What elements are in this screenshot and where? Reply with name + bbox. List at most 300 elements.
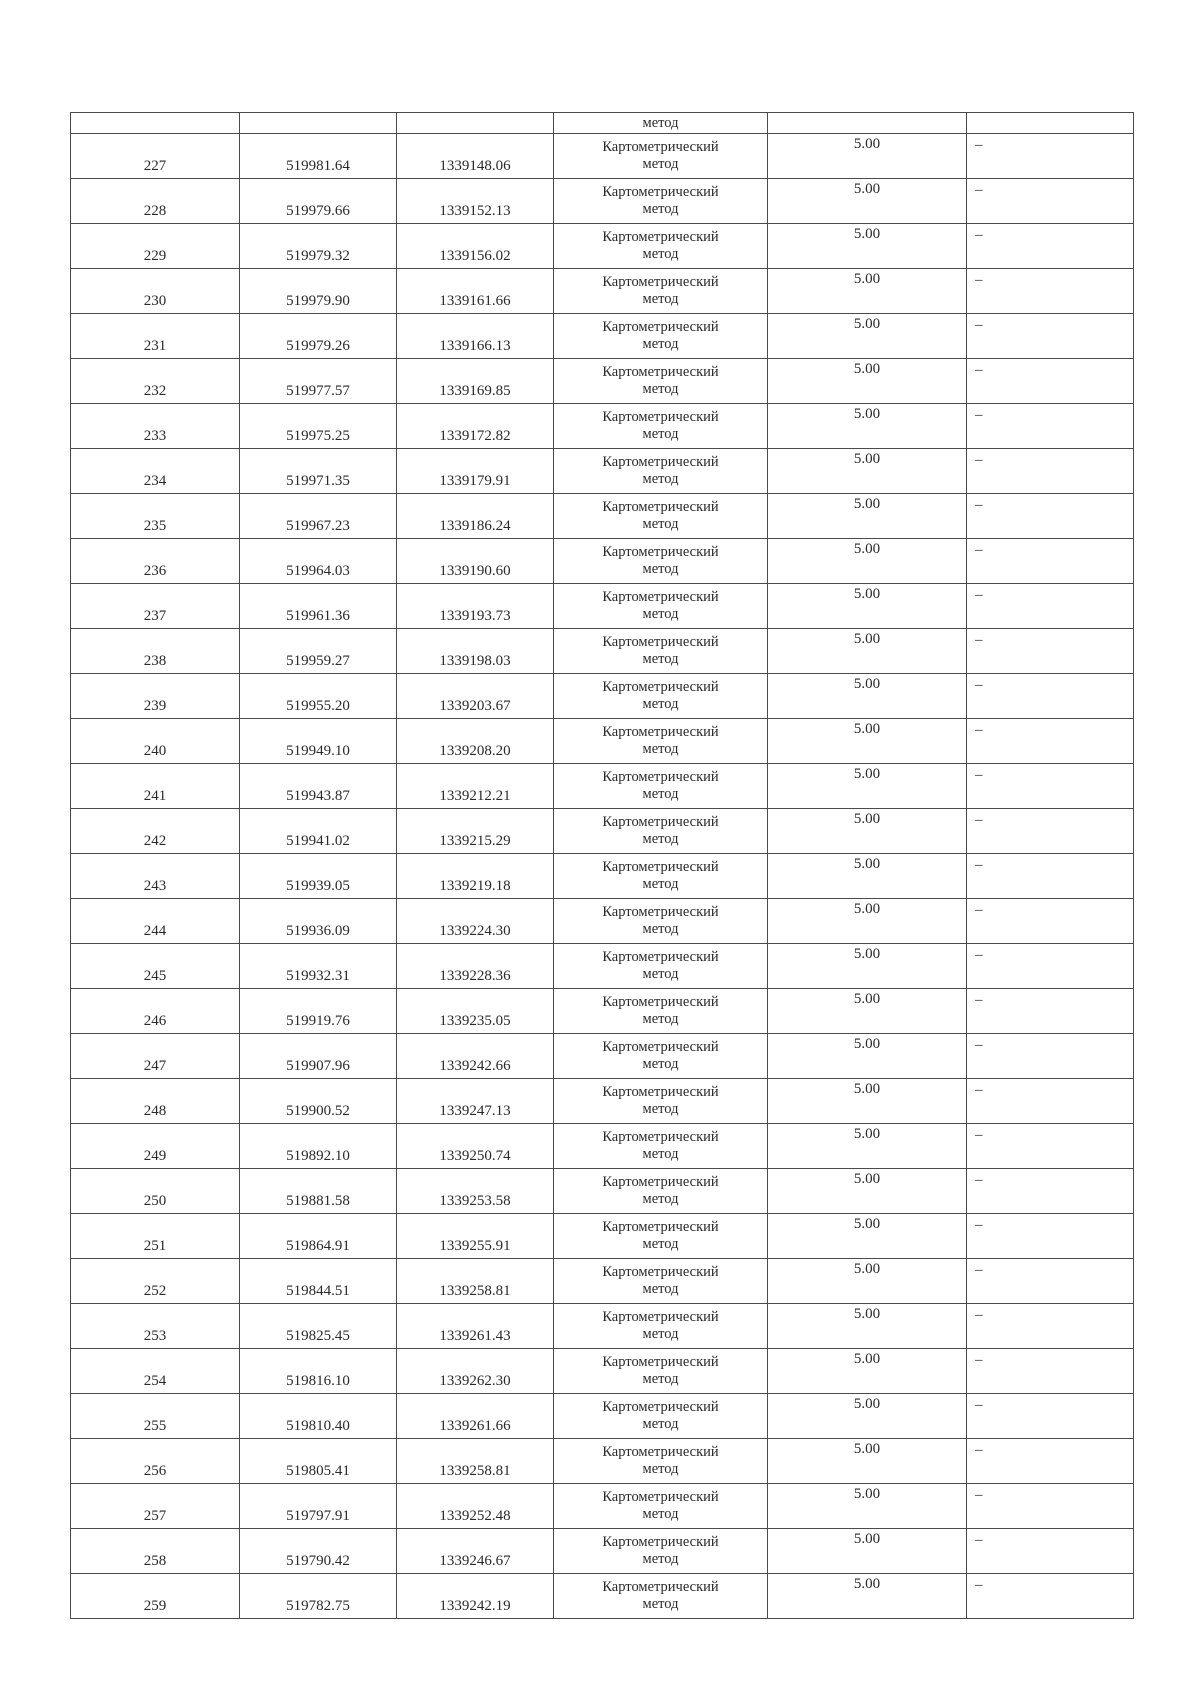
method-line-2: метод [642, 1371, 679, 1387]
cell-number: 242 [71, 809, 240, 854]
method-line-2: метод [642, 651, 679, 667]
cell-note: – [967, 1259, 1134, 1304]
method-line-2: метод [642, 1101, 679, 1117]
table-row [71, 404, 1134, 449]
cell-error: 5.00 [768, 1124, 967, 1169]
cell-error: 5.00 [768, 179, 967, 224]
method-line-2: метод [642, 1596, 679, 1612]
cell-method [554, 1349, 768, 1394]
cell-error: 5.00 [768, 764, 967, 809]
cell-y: 1339161.66 [397, 269, 554, 314]
cell-method [554, 1034, 768, 1079]
cell-number: 247 [71, 1034, 240, 1079]
cell-x [240, 113, 397, 134]
cell-x: 519892.10 [240, 1124, 397, 1169]
cell-x: 519939.05 [240, 854, 397, 899]
method-line-1: Картометрический [602, 679, 719, 695]
cell-error: 5.00 [768, 1394, 967, 1439]
cell-method [554, 764, 768, 809]
cell-number: 252 [71, 1259, 240, 1304]
method-line-2: метод [642, 1236, 679, 1252]
cell-method [554, 809, 768, 854]
method-line-2: метод [642, 831, 679, 847]
method-line-1: Картометрический [602, 1489, 719, 1505]
cell-x: 519907.96 [240, 1034, 397, 1079]
cell-note: – [967, 494, 1134, 539]
table-row [71, 359, 1134, 404]
cell-y: 1339258.81 [397, 1439, 554, 1484]
cell-y: 1339262.30 [397, 1349, 554, 1394]
cell-method [554, 359, 768, 404]
cell-note: – [967, 1169, 1134, 1214]
cell-y: 1339212.21 [397, 764, 554, 809]
cell-number: 255 [71, 1394, 240, 1439]
cell-method [554, 449, 768, 494]
method-line-2: метод [642, 516, 679, 532]
cell-note: – [967, 449, 1134, 494]
cell-error: 5.00 [768, 1169, 967, 1214]
table-row-continuation [71, 113, 1134, 134]
method-line-1: Картометрический [602, 994, 719, 1010]
cell-x: 519816.10 [240, 1349, 397, 1394]
cell-method [554, 584, 768, 629]
method-line-2: метод [642, 1551, 679, 1567]
cell-y: 1339198.03 [397, 629, 554, 674]
cell-method [554, 404, 768, 449]
cell-method [554, 1124, 768, 1169]
table-row [71, 809, 1134, 854]
table-row [71, 449, 1134, 494]
cell-x: 519975.25 [240, 404, 397, 449]
cell-y: 1339255.91 [397, 1214, 554, 1259]
cell-y: 1339253.58 [397, 1169, 554, 1214]
table-row [71, 1034, 1134, 1079]
cell-y: 1339247.13 [397, 1079, 554, 1124]
table-row [71, 584, 1134, 629]
cell-x: 519943.87 [240, 764, 397, 809]
coordinates-table-body [71, 113, 1134, 1619]
method-line-2: метод [642, 696, 679, 712]
method-line-1: Картометрический [602, 1039, 719, 1055]
table-row [71, 269, 1134, 314]
table-row [71, 1169, 1134, 1214]
cell-y [397, 113, 554, 134]
table-row [71, 1124, 1134, 1169]
method-line-2: метод [642, 336, 679, 352]
cell-x: 519981.64 [240, 134, 397, 179]
cell-note: – [967, 989, 1134, 1034]
cell-x: 519844.51 [240, 1259, 397, 1304]
cell-method [554, 134, 768, 179]
cell-number: 241 [71, 764, 240, 809]
cell-y: 1339250.74 [397, 1124, 554, 1169]
method-line-1: Картометрический [602, 499, 719, 515]
cell-note: – [967, 359, 1134, 404]
cell-method [554, 314, 768, 359]
cell-method [554, 899, 768, 944]
cell-method [554, 494, 768, 539]
cell-error: 5.00 [768, 224, 967, 269]
cell-error: 5.00 [768, 494, 967, 539]
cell-x: 519949.10 [240, 719, 397, 764]
table-row [71, 539, 1134, 584]
cell-y: 1339179.91 [397, 449, 554, 494]
method-line-2: метод [642, 741, 679, 757]
method-line-2: метод [642, 1506, 679, 1522]
method-line-1: Картометрический [602, 1129, 719, 1145]
cell-note: – [967, 899, 1134, 944]
cell-note: – [967, 1529, 1134, 1574]
cell-error: 5.00 [768, 989, 967, 1034]
cell-x: 519979.26 [240, 314, 397, 359]
cell-method [554, 1214, 768, 1259]
cell-number: 239 [71, 674, 240, 719]
cell-note: – [967, 314, 1134, 359]
cell-error: 5.00 [768, 944, 967, 989]
cell-note: – [967, 1349, 1134, 1394]
table-row [71, 854, 1134, 899]
cell-note [967, 113, 1134, 134]
table-row [71, 134, 1134, 179]
cell-number: 240 [71, 719, 240, 764]
cell-note: – [967, 719, 1134, 764]
cell-number: 258 [71, 1529, 240, 1574]
cell-number: 230 [71, 269, 240, 314]
cell-note: – [967, 179, 1134, 224]
cell-number: 237 [71, 584, 240, 629]
cell-method [554, 1484, 768, 1529]
cell-method [554, 269, 768, 314]
table-row [71, 314, 1134, 359]
cell-method [554, 989, 768, 1034]
cell-x: 519941.02 [240, 809, 397, 854]
method-line-1: Картометрический [602, 1084, 719, 1100]
cell-x: 519979.90 [240, 269, 397, 314]
table-row [71, 629, 1134, 674]
method-line-1: Картометрический [602, 949, 719, 965]
method-line-1: Картометрический [602, 859, 719, 875]
cell-note: – [967, 1079, 1134, 1124]
method-line-1: Картометрический [602, 1399, 719, 1415]
method-line-1: Картометрический [602, 544, 719, 560]
cell-note: – [967, 809, 1134, 854]
cell-x: 519932.31 [240, 944, 397, 989]
cell-x: 519797.91 [240, 1484, 397, 1529]
cell-note: – [967, 134, 1134, 179]
cell-error: 5.00 [768, 719, 967, 764]
method-line-1: Картометрический [602, 1309, 719, 1325]
cell-error: 5.00 [768, 1529, 967, 1574]
cell-method [554, 224, 768, 269]
cell-y: 1339190.60 [397, 539, 554, 584]
cell-method [554, 854, 768, 899]
method-line-1: Картометрический [602, 409, 719, 425]
cell-x: 519881.58 [240, 1169, 397, 1214]
cell-note: – [967, 1304, 1134, 1349]
method-line-2: метод [642, 1461, 679, 1477]
cell-method [554, 1169, 768, 1214]
cell-note: – [967, 1484, 1134, 1529]
method-line-2: метод [642, 786, 679, 802]
method-line-1: Картометрический [602, 1354, 719, 1370]
cell-y: 1339156.02 [397, 224, 554, 269]
cell-number: 229 [71, 224, 240, 269]
method-line-2: метод [642, 876, 679, 892]
method-line-2: метод [642, 156, 679, 172]
cell-number: 233 [71, 404, 240, 449]
method-line-2: метод [642, 966, 679, 982]
cell-note: – [967, 224, 1134, 269]
cell-error [768, 113, 967, 134]
coordinates-table [70, 112, 1134, 1619]
table-row [71, 1079, 1134, 1124]
cell-number: 234 [71, 449, 240, 494]
cell-y: 1339242.19 [397, 1574, 554, 1619]
cell-y: 1339215.29 [397, 809, 554, 854]
cell-note: – [967, 854, 1134, 899]
cell-number: 257 [71, 1484, 240, 1529]
method-line-1: Картометрический [602, 904, 719, 920]
cell-y: 1339172.82 [397, 404, 554, 449]
cell-y: 1339258.81 [397, 1259, 554, 1304]
table-row [71, 1394, 1134, 1439]
cell-x: 519961.36 [240, 584, 397, 629]
cell-method [554, 674, 768, 719]
table-row [71, 1214, 1134, 1259]
cell-method [554, 539, 768, 584]
cell-note: – [967, 404, 1134, 449]
cell-x: 519825.45 [240, 1304, 397, 1349]
method-line-1: Картометрический [602, 274, 719, 290]
cell-x: 519900.52 [240, 1079, 397, 1124]
cell-x: 519979.66 [240, 179, 397, 224]
method-line-2: метод [642, 606, 679, 622]
method-line-2: метод [642, 561, 679, 577]
table-row [71, 674, 1134, 719]
table-row [71, 1484, 1134, 1529]
method-line-1: Картометрический [602, 229, 719, 245]
cell-x: 519790.42 [240, 1529, 397, 1574]
table-row [71, 899, 1134, 944]
method-line-1: Картометрический [602, 1444, 719, 1460]
method-line-1: Картометрический [602, 1174, 719, 1190]
method-line-1: Картометрический [602, 1264, 719, 1280]
method-line-2: метод [642, 1281, 679, 1297]
cell-y: 1339193.73 [397, 584, 554, 629]
cell-note: – [967, 629, 1134, 674]
method-line-1: Картометрический [602, 139, 719, 155]
cell-y: 1339235.05 [397, 989, 554, 1034]
method-line-2: метод [642, 201, 679, 217]
cell-number: 259 [71, 1574, 240, 1619]
cell-note: – [967, 1439, 1134, 1484]
method-line-1: Картометрический [602, 814, 719, 830]
cell-y: 1339252.48 [397, 1484, 554, 1529]
cell-x: 519977.57 [240, 359, 397, 404]
cell-number: 256 [71, 1439, 240, 1484]
cell-error: 5.00 [768, 1034, 967, 1079]
cell-note: – [967, 1124, 1134, 1169]
cell-number: 251 [71, 1214, 240, 1259]
table-row [71, 764, 1134, 809]
cell-y: 1339219.18 [397, 854, 554, 899]
method-line-2: метод [642, 426, 679, 442]
cell-x: 519979.32 [240, 224, 397, 269]
cell-method [554, 1439, 768, 1484]
cell-method [554, 629, 768, 674]
table-row [71, 494, 1134, 539]
cell-note: – [967, 1394, 1134, 1439]
table-row [71, 179, 1134, 224]
cell-number: 238 [71, 629, 240, 674]
method-line-1: Картометрический [602, 769, 719, 785]
method-line-2: метод [642, 921, 679, 937]
cell-x: 519964.03 [240, 539, 397, 584]
cell-x: 519967.23 [240, 494, 397, 539]
cell-method [554, 1259, 768, 1304]
cell-number: 243 [71, 854, 240, 899]
cell-y: 1339224.30 [397, 899, 554, 944]
cell-number: 250 [71, 1169, 240, 1214]
cell-x: 519919.76 [240, 989, 397, 1034]
cell-number [71, 113, 240, 134]
cell-number: 244 [71, 899, 240, 944]
cell-y: 1339246.67 [397, 1529, 554, 1574]
cell-method [554, 1079, 768, 1124]
table-row [71, 224, 1134, 269]
cell-error: 5.00 [768, 1574, 967, 1619]
cell-error: 5.00 [768, 854, 967, 899]
cell-number: 232 [71, 359, 240, 404]
table-row [71, 1574, 1134, 1619]
cell-error: 5.00 [768, 629, 967, 674]
cell-note: – [967, 539, 1134, 584]
cell-x: 519971.35 [240, 449, 397, 494]
cell-method [554, 1304, 768, 1349]
cell-number: 249 [71, 1124, 240, 1169]
table-row [71, 1259, 1134, 1304]
cell-method [554, 1574, 768, 1619]
method-line-1: Картометрический [602, 724, 719, 740]
method-line-1: Картометрический [602, 589, 719, 605]
table-row [71, 989, 1134, 1034]
cell-error: 5.00 [768, 809, 967, 854]
cell-x: 519936.09 [240, 899, 397, 944]
cell-number: 248 [71, 1079, 240, 1124]
cell-x: 519805.41 [240, 1439, 397, 1484]
method-line-2: метод [642, 381, 679, 397]
cell-x: 519864.91 [240, 1214, 397, 1259]
method-line-2: метод [642, 246, 679, 262]
table-row [71, 1529, 1134, 1574]
cell-error: 5.00 [768, 359, 967, 404]
cell-note: – [967, 1214, 1134, 1259]
cell-y: 1339152.13 [397, 179, 554, 224]
cell-error: 5.00 [768, 1304, 967, 1349]
cell-error: 5.00 [768, 1079, 967, 1124]
cell-error: 5.00 [768, 1439, 967, 1484]
cell-number: 246 [71, 989, 240, 1034]
method-line-1: Картометрический [602, 319, 719, 335]
method-line-2: метод [642, 471, 679, 487]
cell-y: 1339148.06 [397, 134, 554, 179]
cell-x: 519810.40 [240, 1394, 397, 1439]
cell-y: 1339261.66 [397, 1394, 554, 1439]
table-row [71, 1349, 1134, 1394]
table-row [71, 944, 1134, 989]
cell-number: 235 [71, 494, 240, 539]
cell-error: 5.00 [768, 584, 967, 629]
cell-method [554, 719, 768, 764]
method-line-2: метод [642, 1146, 679, 1162]
cell-method [554, 1529, 768, 1574]
cell-error: 5.00 [768, 1214, 967, 1259]
method-line-1: Картометрический [602, 364, 719, 380]
table-row [71, 719, 1134, 764]
cell-note: – [967, 1574, 1134, 1619]
cell-method: метод [554, 113, 768, 134]
cell-error: 5.00 [768, 674, 967, 719]
cell-error: 5.00 [768, 314, 967, 359]
cell-note: – [967, 1034, 1134, 1079]
table-row [71, 1439, 1134, 1484]
table-row [71, 1304, 1134, 1349]
cell-note: – [967, 764, 1134, 809]
cell-y: 1339169.85 [397, 359, 554, 404]
method-line-1: Картометрический [602, 1579, 719, 1595]
cell-y: 1339166.13 [397, 314, 554, 359]
method-line-1: Картометрический [602, 1534, 719, 1550]
cell-error: 5.00 [768, 1259, 967, 1304]
cell-x: 519782.75 [240, 1574, 397, 1619]
cell-method [554, 944, 768, 989]
cell-x: 519955.20 [240, 674, 397, 719]
cell-number: 254 [71, 1349, 240, 1394]
cell-error: 5.00 [768, 269, 967, 314]
cell-note: – [967, 269, 1134, 314]
cell-y: 1339208.20 [397, 719, 554, 764]
method-line-1: Картометрический [602, 454, 719, 470]
cell-note: – [967, 584, 1134, 629]
cell-number: 227 [71, 134, 240, 179]
method-line-2: метод [642, 291, 679, 307]
method-line-2: метод [642, 1416, 679, 1432]
cell-number: 253 [71, 1304, 240, 1349]
cell-note: – [967, 944, 1134, 989]
method-line-1: Картометрический [602, 1219, 719, 1235]
cell-number: 231 [71, 314, 240, 359]
cell-y: 1339242.66 [397, 1034, 554, 1079]
cell-number: 236 [71, 539, 240, 584]
cell-note: – [967, 674, 1134, 719]
method-line-2: метод [642, 1191, 679, 1207]
cell-y: 1339261.43 [397, 1304, 554, 1349]
method-line-2: метод [642, 1011, 679, 1027]
cell-y: 1339186.24 [397, 494, 554, 539]
method-line-2: метод [642, 1326, 679, 1342]
cell-error: 5.00 [768, 134, 967, 179]
cell-error: 5.00 [768, 404, 967, 449]
method-line-1: Картометрический [602, 634, 719, 650]
method-line-1: Картометрический [602, 184, 719, 200]
cell-error: 5.00 [768, 1484, 967, 1529]
cell-y: 1339228.36 [397, 944, 554, 989]
cell-error: 5.00 [768, 539, 967, 584]
method-line-2: метод [642, 1056, 679, 1072]
cell-method [554, 179, 768, 224]
cell-x: 519959.27 [240, 629, 397, 674]
cell-number: 228 [71, 179, 240, 224]
